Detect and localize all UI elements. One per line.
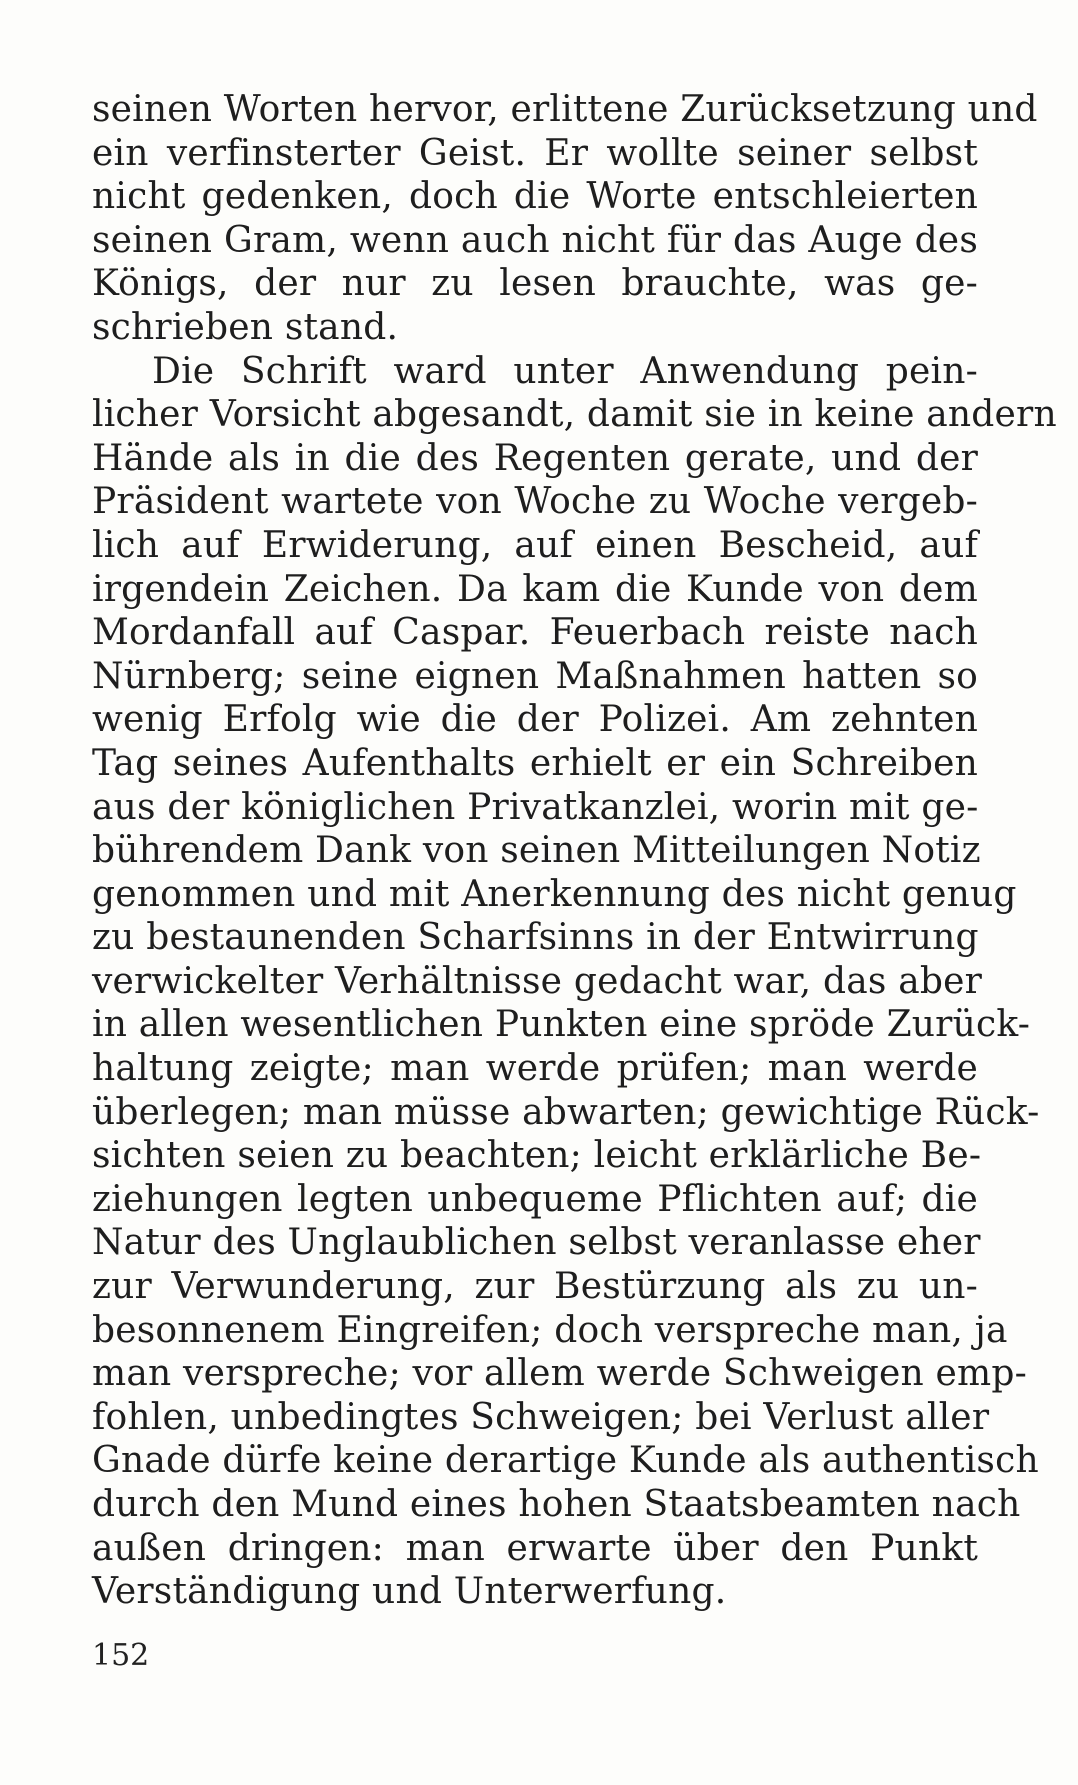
paragraph-start-line: Die Schrift ward unter Anwendung pein- — [152, 350, 978, 392]
text-line: überlegen; man müsse abwarten; gewichtige Rück- — [92, 1091, 1040, 1133]
text-line: genommen und mit Anerkennung des nicht genug — [92, 873, 1017, 915]
text-line: besonnenem Eingreifen; doch verspreche man, ja — [92, 1309, 1008, 1351]
page-number: 152 — [92, 1638, 150, 1673]
text-line: Tag seines Aufenthalts erhielt er ein Schreiben — [92, 742, 978, 784]
text-line: lich auf Erwiderung, auf einen Bescheid, auf — [92, 524, 978, 566]
text-line: Königs, der nur zu lesen brauchte, was ge- — [92, 263, 978, 305]
text-line: seinen Gram, wenn auch nicht für das Auge des — [92, 219, 978, 261]
text-line: licher Vorsicht abgesandt, damit sie in keine andern — [92, 394, 1057, 436]
text-line: Gnade dürfe keine derartige Kunde als authentisch — [92, 1440, 1039, 1482]
text-line: Präsident wartete von Woche zu Woche vergeb- — [92, 481, 978, 523]
text-line: man verspreche; vor allem werde Schweigen emp- — [92, 1353, 1027, 1395]
text-line: bührendem Dank von seinen Mitteilungen Notiz — [92, 830, 981, 872]
text-line: Mordanfall auf Caspar. Feuerbach reiste nach — [92, 612, 978, 654]
text-line: verwickelter Verhältnisse gedacht war, das aber — [92, 960, 983, 1002]
text-line: Nürnberg; seine eignen Maßnahmen hatten so — [92, 655, 978, 697]
text-line: sichten seien zu beachten; leicht erklärliche Be- — [92, 1135, 982, 1177]
text-line: ziehungen legten unbequeme Pflichten auf; die — [92, 1178, 978, 1220]
text-line: haltung zeigte; man werde prüfen; man werde — [92, 1048, 978, 1090]
text-line: aus der königlichen Privatkanzlei, worin mit ge- — [92, 786, 979, 828]
text-line: zu bestaunenden Scharfsinns in der Entwirrung — [92, 917, 979, 959]
body-text — [92, 88, 1057, 1614]
text-line: fohlen, unbedingtes Schweigen; bei Verlust aller — [92, 1396, 990, 1438]
text-line: wenig Erfolg wie die der Polizei. Am zehnten — [92, 699, 978, 741]
text-line: nicht gedenken, doch die Worte entschleierten — [92, 176, 978, 218]
text-line: irgendein Zeichen. Da kam die Kunde von dem — [92, 568, 978, 610]
text-line: schrieben stand. — [92, 306, 399, 348]
text-line: durch den Mund eines hohen Staatsbeamten nach — [92, 1484, 1021, 1525]
text-line: Natur des Unglaublichen selbst veranlasse eher — [92, 1222, 981, 1264]
text-line: ein verfinsterter Geist. Er wollte seiner selbst — [92, 132, 978, 174]
text-line: zur Verwunderung, zur Bestürzung als zu un- — [92, 1266, 978, 1308]
text-line: in allen wesentlichen Punkten eine spröde Zurück- — [92, 1004, 1031, 1046]
text-line: seinen Worten hervor, erlittene Zurücksetzung und — [92, 89, 1038, 130]
text-line: außen dringen: man erwarte über den Punkt — [92, 1527, 978, 1569]
text-line: Verständigung und Unterwerfung. — [92, 1571, 727, 1613]
text-line: Hände als in die des Regenten gerate, und der — [92, 437, 978, 479]
